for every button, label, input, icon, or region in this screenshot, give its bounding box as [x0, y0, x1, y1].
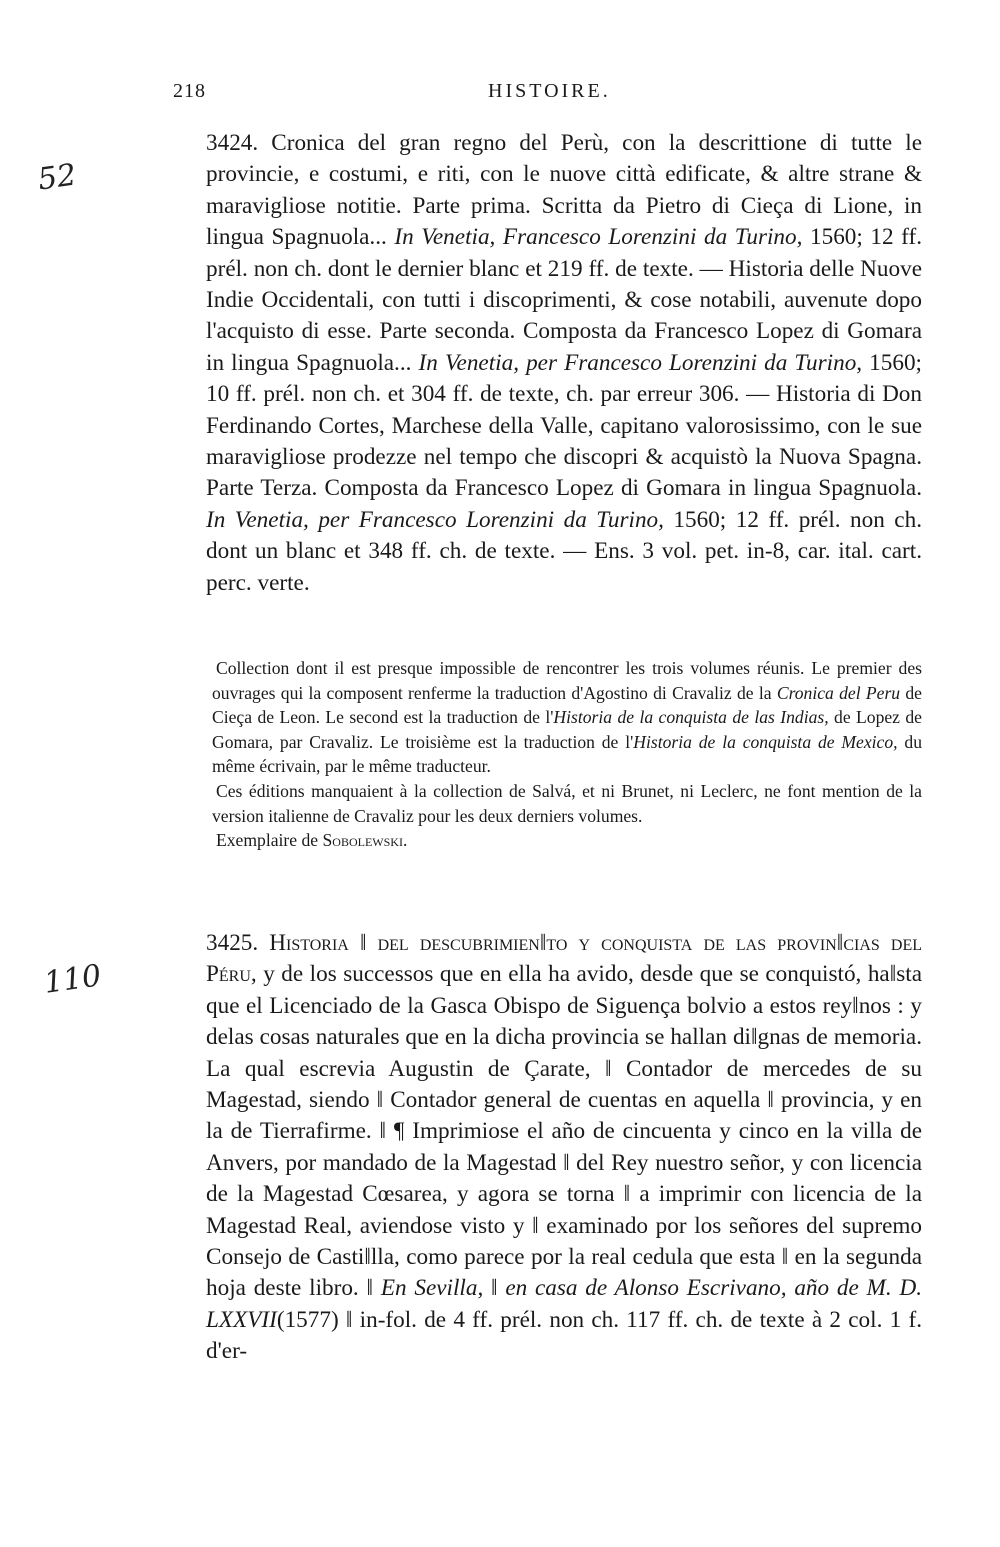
entry-3425	[206, 928, 922, 1368]
entry-text: 1560; 12 ff. prél. non ch. dont un blanc et 348 ff. ch. de texte. — Ens. 3 vol. pet. in-8, car. ital. cart. perc. verte.	[206, 506, 922, 596]
entry-text: 1560; 10 ff. prél. non ch. et 304 ff. de texte, ch. par erreur 306. — Historia di Don Ferdinando Cortes, Marchese della Valle, capitano valorosissimo, con le sue maravigliose prodezze nel tempo che discopri & acquistò la Nuova Spagna. Parte Terza. Composta da Francesco Lopez di Gomara in lingua Spagnuola.	[206, 349, 922, 502]
entry-number: 3424.	[206, 130, 259, 156]
imprint: In Venetia, per Francesco Lorenzini da Turino,	[206, 506, 664, 533]
note-text: Collection dont il est presque impossible de rencontrer les trois volumes réunis. Le premier des ouvrages qui la composent renferme la traduction d'Agostino di Cravaliz de la	[212, 658, 922, 703]
owner-name: Sobolewski.	[322, 830, 408, 851]
entry-body	[206, 928, 922, 1368]
note-title: Historia de la conquista de las Indias,	[553, 707, 829, 728]
entry-text: (1577) ‖ in-fol. de 4 ff. prél. non ch. 117 ff. ch. de texte à 2 col. 1 f. d'er-	[206, 1306, 922, 1365]
entry-title: Historia ‖ del descubrimien‖to y conquista de las provin‖cias del Péru,	[206, 930, 922, 988]
entry-body	[206, 128, 922, 599]
note-paragraph: Ces éditions manquaient à la collection de Salvá, et ni Brunet, ni Leclerc, ne font mention de la version italienne de Cravaliz pour les deux derniers volumes.	[212, 780, 922, 826]
entry-text: Cronica del gran regno del Perù, con la descrittione di tutte le provincie, e costumi, e riti, con le nuove città edificate, & altre strane & maravigliose notitie. Parte prima. Scritta da Pietro di Cieça di Lione, in lingua Spagnuola...	[206, 130, 922, 251]
note-paragraph	[212, 656, 922, 779]
running-title: HISTOIRE.	[488, 80, 611, 102]
page-number: 218	[173, 80, 206, 102]
imprint: In Venetia, Francesco Lorenzini da Turino,	[394, 224, 803, 251]
entry-3424-notes	[212, 656, 922, 853]
imprint: In Venetia, per Francesco Lorenzini da Turino,	[418, 349, 863, 376]
note-text: Exemplaire de	[216, 830, 323, 851]
entry-text: 1560; 12 ff. prél. non ch. dont le dernier blanc et 219 ff. de texte. — Historia delle Nuove Indie Occidentali, con tutti i discoprimenti, & cose notabili, auvenute dopo l'acquisto di esse. Parte seconda. Composta da Francesco Lopez di Gomara in lingua Spagnuola...	[206, 224, 922, 376]
entry-3424	[206, 128, 922, 599]
imprint: En Sevilla, ‖ en casa de Alonso Escrivano, año de M. D. LXXVII	[206, 1275, 922, 1333]
note-text: du même écrivain, par le même traducteur.	[212, 731, 922, 777]
note-title: Cronica del Peru	[776, 682, 901, 703]
entry-text: y de los successos que en ella ha avido, desde que se conquistó, ha‖sta que el Licenciado de la Gasca Obispo de Siguença bolvio a estos rey‖nos : y delas cosas naturales que en la dicha provincia se hallan di‖gnas de memoria. La qual escrevia Augustin de Çarate, ‖ Contador de mercedes de su Magestad, siendo ‖ Contador general de cuentas en aquella ‖ provincia, y en la de Tierrafirme. ‖ ¶ Imprimiose el año de cincuenta y cinco en la villa de Anvers, por mandado de la Magestad ‖ del Rey nuestro señor, y con licencia de la Magestad Cœsarea, y agora se torna ‖ a imprimir con licencia de la Magestad Real, aviendose visto y ‖ examinado por los señores del supremo Consejo de Casti‖lla, como parece por la real cedula que esta ‖ en la segunda hoja deste libro. ‖	[206, 961, 922, 1302]
note-text: de Cieça de Leon. Le second est la traduction de l'	[212, 682, 922, 728]
entry-number: 3425.	[206, 930, 259, 956]
note-text: de Lopez de Gomara, par Cravaliz. Le troisième est la traduction de l'	[212, 707, 922, 752]
handwritten-margin-note: 52	[35, 157, 79, 198]
provenance-note	[212, 828, 922, 853]
note-title: Historia de la conquista de Mexico,	[633, 731, 898, 752]
handwritten-margin-note: 110	[41, 958, 104, 1001]
